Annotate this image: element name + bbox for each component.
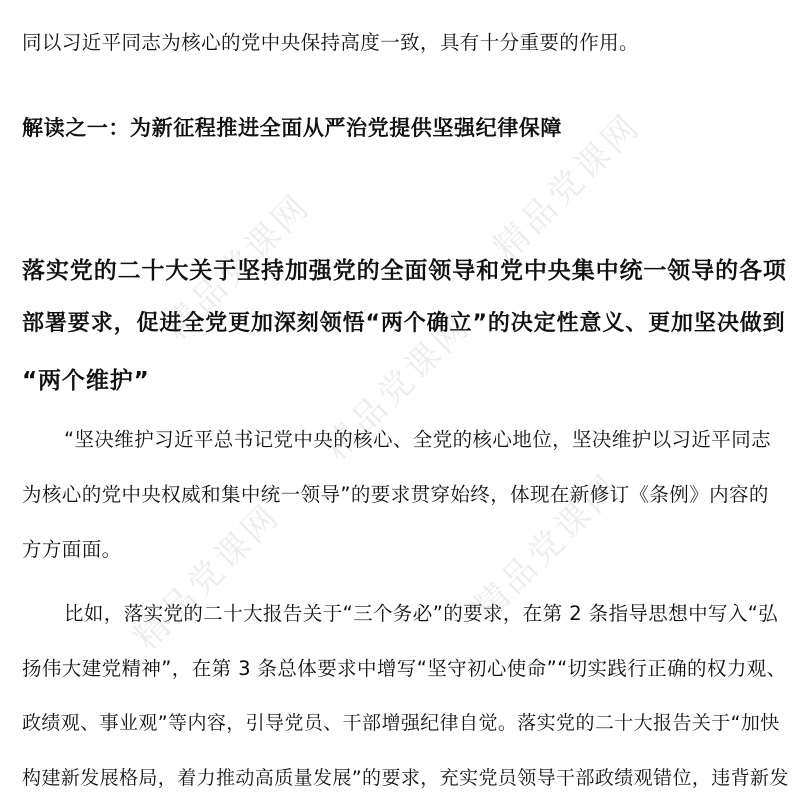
watermark: 精品党课网: [486, 105, 649, 269]
watermark: 精品党课网: [316, 305, 479, 469]
paragraph-line: 扬伟大建党精神”，在第 3 条总体要求中增写“坚守初心使命”“切实践行正确的权力观、: [22, 657, 787, 680]
subheading-line: “两个维护”: [22, 368, 150, 394]
paragraph-line: 构建新发展格局，着力推动高质量发展”的要求，充实党员领导干部政绩观错位，违背新发: [22, 767, 789, 789]
paragraph-line: 方方面面。: [22, 538, 122, 561]
paragraph-line: 为核心的党中央权威和集中统一领导”的要求贯穿始终，体现在新修订《条例》内容的: [22, 483, 769, 506]
paragraph-line: 比如，落实党的二十大报告关于“三个务必”的要求，在第 2 条指导思想中写入“弘: [64, 602, 779, 625]
subheading-line: 部署要求，促进全党更加深刻领悟“两个确立”的决定性意义、更加坚决做到: [22, 311, 786, 336]
paragraph-line: “坚决维护习近平总书记党中央的核心、全党的核心地位，坚决维护以习近平同志: [64, 428, 772, 451]
section-heading: 解读之一：为新征程推进全面从严治党提供坚强纪律保障: [22, 116, 562, 140]
watermark: 精品党课网: [156, 185, 319, 349]
paragraph-line: 同以习近平同志为核心的党中央保持高度一致，具有十分重要的作用。: [22, 31, 639, 54]
watermark: 精品党课网: [466, 465, 629, 629]
paragraph-line: 政绩观、事业观”等内容，引导党员、干部增强纪律自觉。落实党的二十大报告关于“加快: [22, 712, 780, 734]
watermark: 精品党课网: [126, 495, 289, 659]
subheading-line: 落实党的二十大关于坚持加强党的全面领导和党中央集中统一领导的各项: [22, 258, 787, 284]
